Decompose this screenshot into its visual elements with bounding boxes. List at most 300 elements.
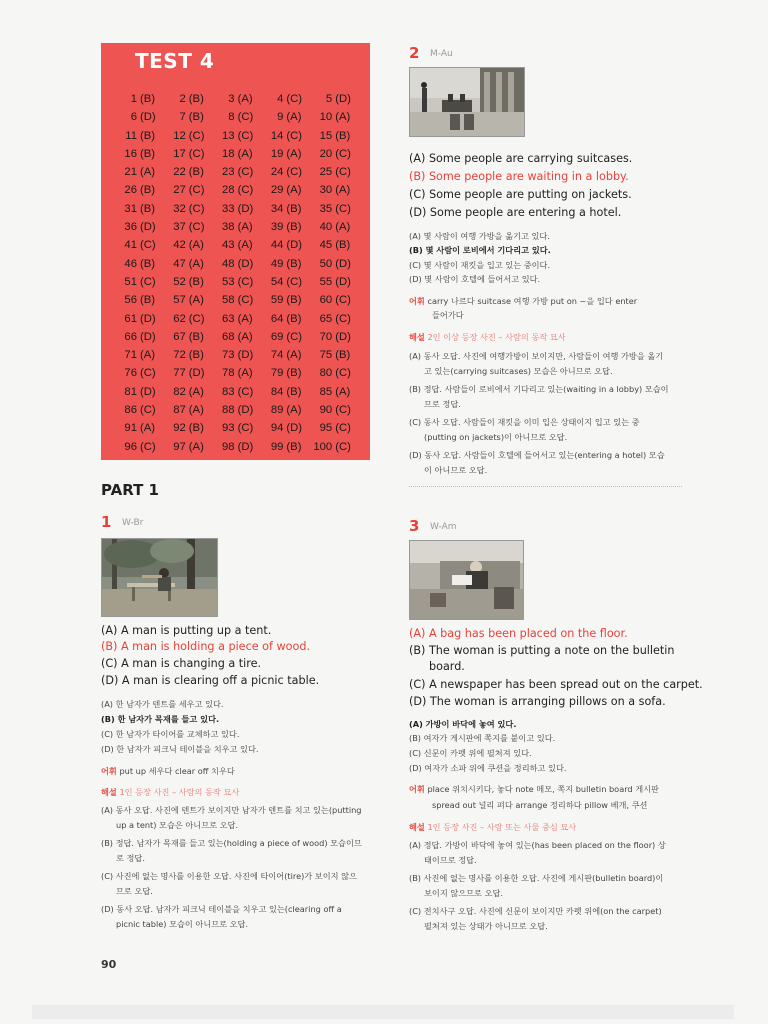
answer-key-cell: [260, 182, 309, 198]
answer-letter: (A): [140, 422, 156, 435]
answer-number: 71: [124, 349, 137, 362]
answer-letter: (C): [237, 422, 254, 435]
answer-key-cell: [309, 128, 358, 144]
answer-number: 51: [124, 275, 137, 288]
q1-explain-8: picnic table) 모습이 아니므로 오답.: [116, 919, 249, 929]
q3-ko-d: (D) 여자가 소파 위에 쿠션을 정리하고 있다.: [409, 763, 567, 773]
answer-key-cell: [163, 182, 212, 198]
answer-number: 65: [319, 312, 333, 325]
q1-explain-title: 1인 등장 사진 – 사람의 동작 묘사: [119, 787, 240, 797]
answer-number: 39: [270, 221, 284, 234]
answer-key-cell: [260, 128, 309, 144]
answer-letter: (D): [140, 385, 156, 398]
q1-option-a: (A) A man is putting up a tent.: [101, 624, 272, 637]
answer-key-cell: [260, 146, 309, 162]
answer-number: 14: [270, 129, 284, 142]
answer-key-cell: [163, 146, 212, 162]
answer-key-cell: [114, 182, 163, 198]
answer-number: 76: [124, 367, 137, 380]
q3-option-d: (D) The woman is arranging pillows on a sofa.: [409, 695, 666, 708]
answer-letter: (D): [237, 404, 254, 417]
answer-letter: (A): [286, 111, 302, 124]
answer-letter: (C): [188, 202, 205, 215]
q1-explain-1: (A) 동사 오답. 사진에 텐트가 보이지만 남자가 텐트를 치고 있는(putting: [101, 805, 362, 815]
answer-number: 66: [124, 330, 137, 343]
answer-letter: (B): [286, 385, 302, 398]
answer-key-cell: [212, 420, 261, 436]
answer-letter: (C): [188, 129, 205, 142]
answer-number: 8: [228, 111, 235, 124]
answer-key-cell: [114, 384, 163, 400]
answer-key-cell: [309, 402, 358, 418]
answer-key-cell: [309, 201, 358, 217]
q3-speaker: W-Am: [430, 522, 457, 532]
answer-number: 67: [173, 330, 186, 343]
answer-number: 77: [173, 367, 186, 380]
answer-key-cell: [163, 219, 212, 235]
page-number: 90: [101, 958, 117, 971]
answer-key-cell: [114, 329, 163, 345]
answer-letter: (B): [188, 111, 204, 124]
answer-letter: (B): [188, 275, 204, 288]
answer-key-cell: [114, 365, 163, 381]
answer-number: 94: [270, 422, 284, 435]
answer-number: 23: [222, 166, 235, 179]
answer-letter: (A): [335, 221, 351, 234]
answer-number: 7: [179, 111, 186, 124]
q3-vocab-2: spread out 널리 펴다 arrange 정리하다 pillow 베개, 쿠션: [432, 800, 648, 810]
answer-key-grid: [114, 91, 358, 455]
answer-number: 80: [319, 367, 333, 380]
answer-letter: (C): [237, 111, 254, 124]
answer-key-cell: [163, 420, 212, 436]
q2-ko-d: (D) 몇 사람이 호텔에 들어서고 있다.: [409, 274, 541, 284]
answer-number: 96: [124, 440, 137, 453]
answer-key-cell: [163, 201, 212, 217]
answer-number: 47: [173, 257, 186, 270]
answer-letter: (B): [286, 367, 302, 380]
answer-number: 59: [270, 294, 284, 307]
answer-number: 10: [319, 111, 333, 124]
answer-number: 35: [319, 202, 333, 215]
q2-number: 2: [409, 44, 420, 62]
answer-key-cell: [114, 292, 163, 308]
answer-number: 12: [173, 129, 186, 142]
answer-key-cell: [309, 292, 358, 308]
answer-number: 61: [124, 312, 137, 325]
answer-number: 2: [179, 93, 186, 105]
answer-key-cell: [114, 256, 163, 272]
answer-key-cell: [309, 420, 358, 436]
answer-number: 9: [277, 111, 284, 124]
answer-key-cell: [163, 329, 212, 345]
answer-letter: (B): [286, 202, 302, 215]
answer-letter: (C): [286, 275, 303, 288]
answer-key-cell: [212, 292, 261, 308]
answer-key-cell: [309, 91, 358, 107]
answer-number: 48: [222, 257, 235, 270]
answer-number: 88: [222, 404, 235, 417]
answer-key-cell: [163, 365, 212, 381]
answer-key-cell: [309, 329, 358, 345]
answer-number: 87: [173, 404, 186, 417]
q2-explain-label: 해설: [409, 332, 425, 342]
q1-photo: [101, 538, 218, 617]
answer-letter: (A): [286, 184, 302, 197]
q2-explain-2: 고 있는(carrying suitcases) 모습은 아니므로 오답.: [424, 366, 613, 376]
answer-number: 45: [319, 239, 333, 252]
q3-ko-b: (B) 여자가 게시판에 쪽지를 붙이고 있다.: [409, 733, 556, 743]
answer-letter: (A): [188, 294, 204, 307]
answer-number: 11: [125, 129, 137, 142]
answer-key-cell: [309, 256, 358, 272]
answer-number: 50: [319, 257, 333, 270]
answer-number: 69: [270, 330, 284, 343]
answer-key-cell: [212, 164, 261, 180]
q2-ko-b: (B) 몇 사람이 로비에서 기다리고 있다.: [409, 245, 551, 255]
answer-number: 99: [270, 440, 284, 453]
q2-explain-3: (B) 정답. 사람들이 로비에서 기다리고 있는(waiting in a lobby) 모습이: [409, 384, 669, 394]
answer-letter: (A): [237, 93, 253, 105]
answer-key-cell: [212, 274, 261, 290]
q1-vocab-label: 어휘: [101, 766, 117, 776]
answer-letter: (B): [188, 93, 204, 105]
answer-key-cell: [212, 91, 261, 107]
answer-key-cell: [260, 347, 309, 363]
answer-key-cell: [212, 182, 261, 198]
answer-number: 90: [319, 404, 333, 417]
q2-explain-7: (D) 동사 오답. 사람들이 호텔에 들어서고 있는(entering a hotel) 모습: [409, 450, 665, 460]
answer-number: 32: [173, 202, 186, 215]
answer-number: 93: [222, 422, 235, 435]
answer-letter: (A): [140, 349, 156, 362]
answer-key-cell: [260, 420, 309, 436]
q2-photo-image: [410, 68, 524, 136]
answer-number: 73: [222, 349, 235, 362]
answer-letter: (B): [140, 147, 156, 160]
q3-explain-5: (C) 전치사구 오답. 사진에 신문이 보이지만 카펫 위에(on the carpet): [409, 906, 662, 916]
answer-letter: (A): [286, 404, 302, 417]
q2-option-a: (A) Some people are carrying suitcases.: [409, 152, 633, 165]
answer-letter: (C): [286, 166, 303, 179]
answer-number: 31: [124, 202, 137, 215]
answer-number: 63: [222, 312, 235, 325]
answer-letter: (A): [237, 239, 253, 252]
q3-explain-4: 보이지 않으므로 오답.: [424, 888, 503, 898]
answer-number: 60: [319, 294, 333, 307]
q2-explain-title-line: [409, 332, 566, 343]
answer-letter: (C): [237, 275, 254, 288]
q2-ko-c: (C) 몇 사람이 재킷을 입고 있는 중이다.: [409, 260, 551, 270]
answer-key-cell: [163, 292, 212, 308]
answer-letter: (A): [335, 385, 351, 398]
answer-key-cell: [212, 146, 261, 162]
q3-option-c: (C) A newspaper has been spread out on the carpet.: [409, 678, 703, 691]
answer-letter: (D): [237, 202, 254, 215]
answer-number: 19: [270, 147, 284, 160]
answer-letter: (D): [335, 275, 351, 288]
answer-letter: (A): [188, 257, 204, 270]
answer-key-cell: [260, 439, 309, 455]
answer-key-cell: [212, 128, 261, 144]
answer-letter: (A): [237, 147, 253, 160]
q2-explain-5: (C) 동사 오답. 사람들이 재킷을 이미 입은 상태이지 입고 있는 중: [409, 417, 640, 427]
answer-letter: (D): [286, 422, 303, 435]
answer-key-cell: [212, 201, 261, 217]
answer-key-cell: [309, 274, 358, 290]
answer-letter: (C): [335, 404, 351, 417]
answer-key-cell: [163, 439, 212, 455]
answer-letter: (B): [188, 330, 204, 343]
q1-explain-5: (C) 사진에 없는 명사를 이용한 오답. 사진에 타이어(tire)가 보이지 않으: [101, 871, 357, 881]
answer-key-cell: [260, 91, 309, 107]
answer-number: 91: [124, 422, 137, 435]
answer-number: 17: [173, 147, 186, 160]
answer-number: 22: [173, 166, 186, 179]
answer-key-cell: [114, 420, 163, 436]
q2-option-b: (B) Some people are waiting in a lobby.: [409, 170, 629, 183]
answer-letter: (D): [140, 221, 156, 234]
answer-key-cell: [212, 311, 261, 327]
answer-letter: (C): [140, 239, 156, 252]
q3-photo-image: [410, 541, 523, 619]
q3-photo: [409, 540, 524, 620]
answer-key-cell: [114, 347, 163, 363]
q1-explain-label: 해설: [101, 787, 117, 797]
answer-letter: (C): [335, 147, 351, 160]
q2-explain-4: 므로 정답.: [424, 399, 461, 409]
q2-vocab-2: 들어가다: [432, 310, 464, 320]
q3-option-b-cont: board.: [429, 660, 465, 673]
answer-letter: (B): [286, 294, 302, 307]
answer-key-cell: [309, 164, 358, 180]
q2-explain-title: 2인 이상 등장 사진 – 사람의 동작 묘사: [427, 332, 566, 342]
answer-number: 82: [173, 385, 186, 398]
answer-key-cell: [212, 384, 261, 400]
answer-letter: (B): [140, 129, 156, 142]
answer-letter: (D): [237, 440, 254, 453]
answer-number: 58: [222, 294, 235, 307]
answer-letter: (C): [335, 202, 351, 215]
answer-key-cell: [309, 237, 358, 253]
answer-key-cell: [212, 439, 261, 455]
q3-vocab-1: place 위치시키다, 놓다 note 메모, 쪽지 bulletin board 게시판: [427, 784, 659, 794]
q2-vocab-1: carry 나르다 suitcase 여행 가방 put on ~을 입다 enter: [427, 296, 638, 306]
answer-letter: (C): [335, 422, 351, 435]
answer-number: 27: [173, 184, 186, 197]
answer-key-cell: [163, 237, 212, 253]
answer-key-cell: [114, 402, 163, 418]
answer-key-cell: [309, 146, 358, 162]
answer-number: 46: [124, 257, 137, 270]
answer-letter: (B): [335, 349, 351, 362]
answer-key-cell: [212, 365, 261, 381]
answer-number: 74: [270, 349, 284, 362]
answer-key-cell: [163, 128, 212, 144]
answer-letter: (A): [335, 111, 351, 124]
answer-number: 72: [173, 349, 186, 362]
answer-key-cell: [260, 292, 309, 308]
answer-letter: (B): [188, 349, 204, 362]
q1-option-d: (D) A man is clearing off a picnic table.: [101, 674, 320, 687]
answer-letter: (B): [140, 257, 156, 270]
answer-key-cell: [309, 219, 358, 235]
answer-key-cell: [309, 384, 358, 400]
q3-vocab-line: [409, 784, 659, 795]
answer-key-cell: [260, 109, 309, 125]
answer-letter: (B): [140, 294, 156, 307]
answer-number: 79: [270, 367, 284, 380]
answer-number: 85: [319, 385, 333, 398]
answer-letter: (C): [335, 166, 351, 179]
q1-ko-d: (D) 한 남자가 피크닉 테이블을 치우고 있다.: [101, 744, 259, 754]
answer-number: 3: [228, 93, 235, 105]
answer-letter: (C): [237, 166, 254, 179]
answer-number: 68: [222, 330, 235, 343]
q1-photo-image: [102, 539, 217, 616]
q1-vocab: put up 세우다 clear off 치우다: [119, 766, 235, 776]
answer-key-cell: [260, 164, 309, 180]
q2-vocab-label: 어휘: [409, 296, 425, 306]
answer-key-cell: [309, 311, 358, 327]
q2-divider: [409, 486, 682, 487]
q1-option-b: (B) A man is holding a piece of wood.: [101, 640, 310, 653]
answer-number: 56: [124, 294, 137, 307]
answer-letter: (B): [140, 184, 156, 197]
answer-number: 42: [173, 239, 186, 252]
answer-key-cell: [163, 402, 212, 418]
answer-key-cell: [212, 237, 261, 253]
answer-number: 18: [222, 147, 235, 160]
answer-letter: (A): [188, 239, 204, 252]
answer-number: 43: [222, 239, 235, 252]
answer-letter: (C): [140, 440, 156, 453]
answer-number: 52: [173, 275, 186, 288]
answer-letter: (D): [335, 330, 351, 343]
answer-key-cell: [260, 201, 309, 217]
q3-vocab-label: 어휘: [409, 784, 425, 794]
answer-letter: (B): [286, 312, 302, 325]
answer-key-cell: [163, 274, 212, 290]
q3-explain-label: 해설: [409, 822, 425, 832]
q2-speaker: M-Au: [430, 49, 453, 59]
answer-key-cell: [114, 201, 163, 217]
q1-explain-3: (B) 정답. 남자가 목재를 들고 있는(holding a piece of wood) 모습이므: [101, 838, 362, 848]
q2-option-d: (D) Some people are entering a hotel.: [409, 206, 622, 219]
q3-explain-2: 태이므로 정답.: [424, 855, 477, 865]
answer-number: 57: [173, 294, 186, 307]
answer-number: 37: [173, 221, 186, 234]
answer-number: 34: [270, 202, 284, 215]
answer-number: 75: [319, 349, 333, 362]
answer-letter: (C): [335, 294, 351, 307]
answer-number: 33: [222, 202, 235, 215]
answer-key-cell: [114, 128, 163, 144]
answer-key-cell: [309, 347, 358, 363]
answer-letter: (C): [140, 367, 156, 380]
answer-letter: (A): [237, 221, 253, 234]
answer-key-cell: [309, 182, 358, 198]
answer-letter: (C): [188, 221, 205, 234]
answer-letter: (C): [335, 440, 351, 453]
answer-letter: (C): [335, 312, 351, 325]
q1-speaker: W-Br: [122, 518, 144, 528]
answer-letter: (A): [335, 184, 351, 197]
answer-letter: (B): [335, 129, 351, 142]
answer-number: 84: [270, 385, 284, 398]
answer-key-cell: [212, 329, 261, 345]
answer-key-cell: [163, 109, 212, 125]
q1-option-c: (C) A man is changing a tire.: [101, 657, 262, 670]
answer-number: 40: [319, 221, 333, 234]
answer-number: 70: [319, 330, 333, 343]
answer-key-cell: [114, 219, 163, 235]
q2-vocab-line: [409, 296, 637, 307]
answer-letter: (B): [140, 202, 156, 215]
answer-letter: (A): [188, 404, 204, 417]
answer-letter: (D): [140, 111, 156, 124]
answer-letter: (A): [286, 349, 302, 362]
answer-letter: (C): [286, 129, 303, 142]
answer-letter: (B): [140, 93, 156, 105]
answer-letter: (A): [237, 312, 253, 325]
answer-key-cell: [163, 256, 212, 272]
answer-key-cell: [212, 109, 261, 125]
answer-number: 64: [270, 312, 284, 325]
answer-key-title: TEST 4: [135, 49, 215, 73]
q2-explain-6: (putting on jackets)이 아니므로 오답.: [424, 432, 568, 442]
answer-number: 81: [124, 385, 137, 398]
answer-number: 26: [124, 184, 137, 197]
answer-number: 86: [124, 404, 137, 417]
answer-letter: (B): [188, 166, 204, 179]
answer-key-cell: [114, 274, 163, 290]
answer-letter: (C): [188, 147, 205, 160]
answer-letter: (C): [140, 404, 156, 417]
answer-key-cell: [309, 439, 358, 455]
answer-key-cell: [212, 347, 261, 363]
answer-number: 53: [222, 275, 235, 288]
q2-photo: [409, 67, 525, 137]
answer-key-cell: [260, 311, 309, 327]
answer-key-cell: [114, 439, 163, 455]
answer-number: 89: [270, 404, 284, 417]
q1-explain-7: (D) 동사 오답. 남자가 피크닉 테이블을 치우고 있는(clearing off a: [101, 904, 342, 914]
q1-number: 1: [101, 513, 112, 531]
answer-number: 25: [319, 166, 333, 179]
answer-number: 92: [173, 422, 186, 435]
answer-key-cell: [260, 384, 309, 400]
answer-number: 98: [222, 440, 235, 453]
answer-letter: (C): [335, 367, 351, 380]
answer-letter: (A): [286, 147, 302, 160]
answer-key-cell: [212, 219, 261, 235]
answer-letter: (A): [237, 330, 253, 343]
answer-key-cell: [114, 311, 163, 327]
answer-letter: (C): [237, 184, 254, 197]
q2-explain-1: (A) 동사 오답. 사진에 여행가방이 보이지만, 사람들이 여행 가방을 옮기: [409, 351, 664, 361]
answer-letter: (B): [286, 257, 302, 270]
q1-explain-2: up a tent) 모습은 아니므로 오답.: [116, 820, 239, 830]
answer-letter: (A): [237, 367, 253, 380]
answer-key-cell: [309, 365, 358, 381]
q3-number: 3: [409, 517, 420, 535]
answer-number: 5: [325, 93, 333, 105]
answer-number: 28: [222, 184, 235, 197]
answer-key-box: [101, 43, 370, 460]
answer-number: 30: [319, 184, 333, 197]
answer-letter: (C): [140, 275, 156, 288]
